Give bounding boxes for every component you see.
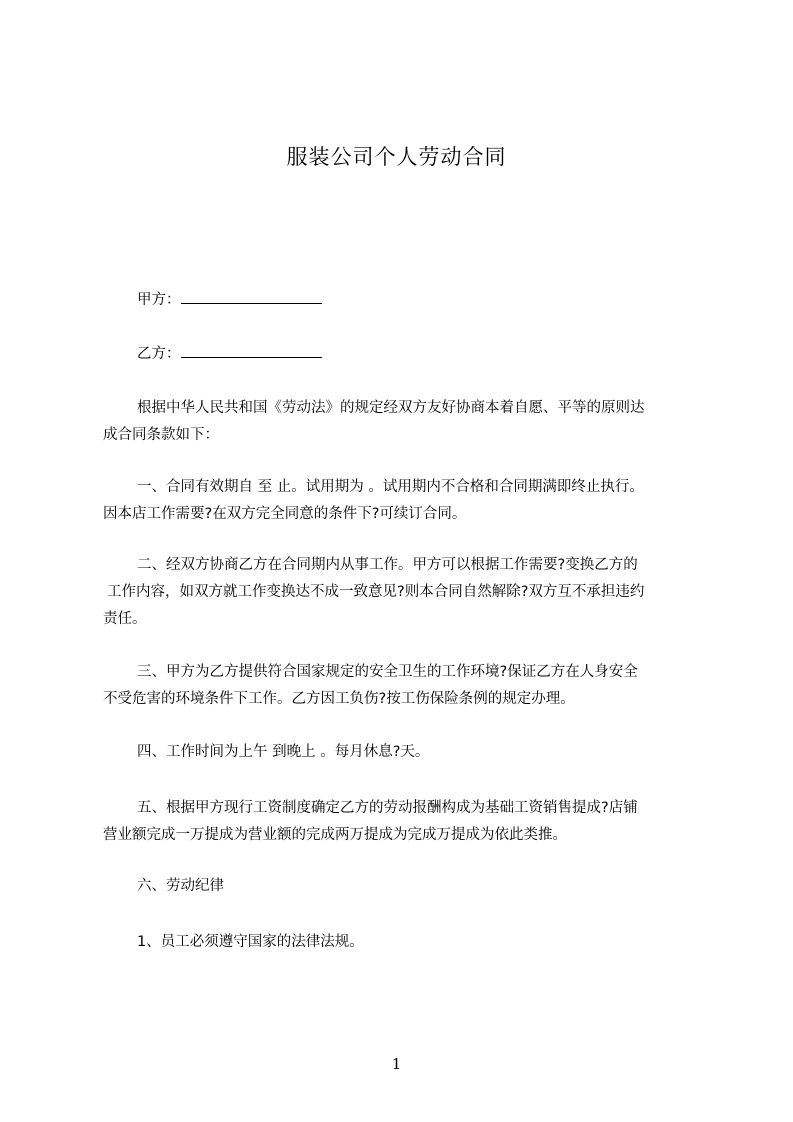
clause-2-paragraph — [103, 552, 699, 633]
clause-3-line: 不受危害的环境条件下工作。乙方因工负伤?按工伤保险条例的规定办理。 — [103, 691, 575, 707]
clause-6-item-1: 1、员工必须遵守国家的法律法规。 — [137, 934, 364, 950]
clause-6-item-1-paragraph — [103, 929, 699, 956]
clause-2-line: 二、经双方协商乙方在合同期内从事工作。甲方可以根据工作需要?变换乙方的 — [137, 557, 638, 573]
clause-1-line: 因本店工作需要?在双方完全同意的条件下?可续订合同。 — [103, 506, 467, 522]
clause-6-heading: 六、劳动纪律 — [137, 878, 224, 894]
clause-3-line: 三、甲方为乙方提供符合国家规定的安全卫生的工作环境?保证乙方在人身安全 — [137, 664, 638, 680]
preamble-line: 成合同条款如下： — [103, 427, 219, 443]
page-number: 1 — [391, 1055, 402, 1073]
document-title: 服装公司个人劳动合同 — [286, 145, 507, 169]
clause-1-paragraph — [103, 474, 699, 528]
clause-2-line: 工作内容，如双方就工作变换达不成一致意见?则本合同自然解除?双方互不承担违约 — [107, 584, 645, 600]
party-a-blank-line — [181, 289, 322, 304]
clause-1-line: 一、合同有效期自 至 止。试用期为 。试用期内不合格和合同期满即终止执行。 — [137, 479, 644, 495]
preamble-paragraph — [103, 395, 699, 449]
party-b-blank-line — [181, 343, 322, 358]
clause-4-paragraph — [103, 739, 699, 766]
clause-5-paragraph — [103, 795, 699, 849]
party-b-row — [137, 343, 322, 365]
clause-3-paragraph — [103, 659, 699, 713]
clause-5-line: 营业额完成一万提成为营业额的完成两万提成为完成万提成为依此类推。 — [103, 827, 567, 843]
clause-4-line: 四、工作时间为上午 到晚上 。每月休息?天。 — [137, 744, 430, 760]
clause-6-heading-paragraph — [103, 873, 699, 900]
clause-2-line: 责任。 — [103, 611, 147, 627]
preamble-line: 根据中华人民共和国《劳动法》的规定经双方友好协商本着自愿、平等的原则达 — [137, 400, 645, 416]
clause-5-line: 五、根据甲方现行工资制度确定乙方的劳动报酬构成为基础工资销售提成?店铺 — [137, 800, 638, 816]
party-a-row — [137, 289, 322, 311]
party-a-label: 甲方： — [137, 292, 181, 308]
party-b-label: 乙方： — [137, 346, 181, 362]
